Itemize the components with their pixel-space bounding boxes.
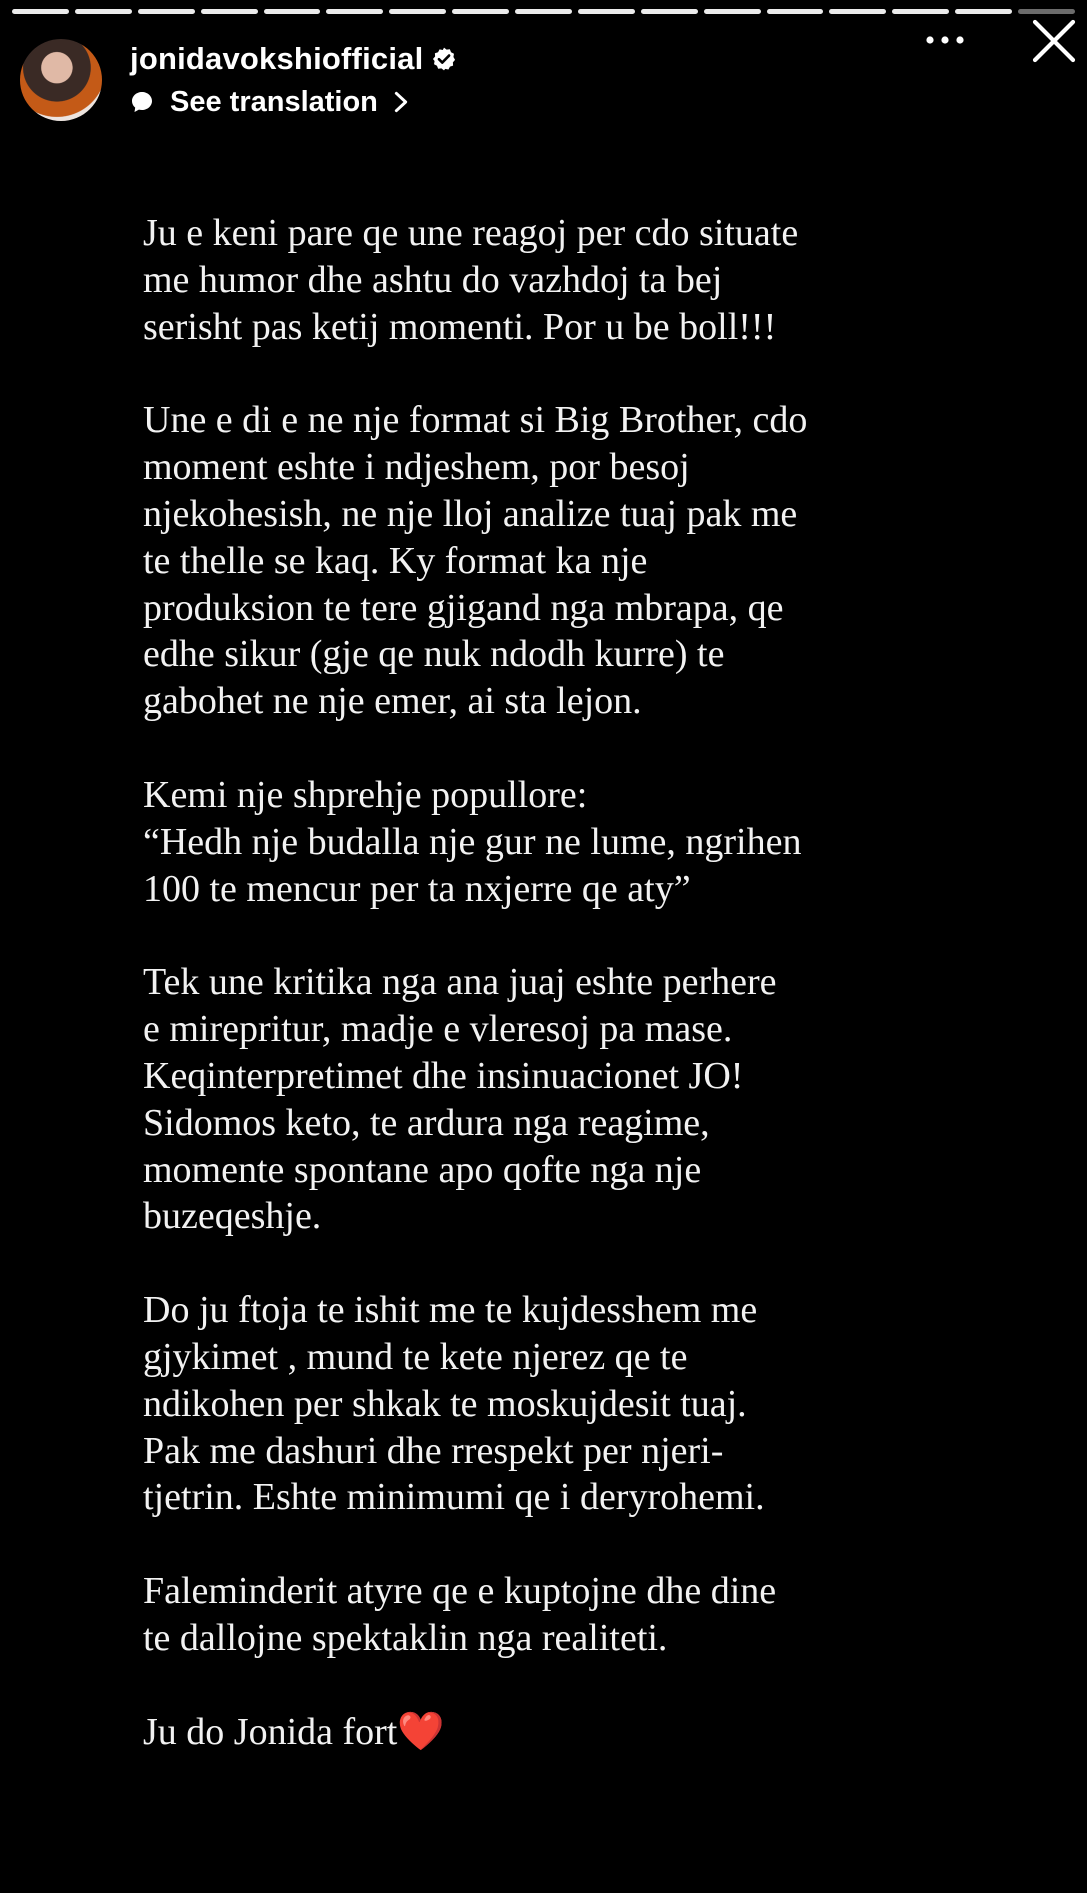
close-icon[interactable] <box>1029 16 1079 66</box>
avatar[interactable] <box>20 39 102 121</box>
see-translation-label[interactable]: See translation <box>170 85 378 118</box>
story-header <box>20 35 1067 125</box>
translation-bubble-icon <box>130 90 154 114</box>
progress-segment <box>138 9 195 14</box>
more-options-icon[interactable] <box>923 30 967 50</box>
progress-segment <box>1018 9 1075 14</box>
story-progress-bar <box>12 9 1075 15</box>
paragraph-4: Tek une kritika nga ana juaj eshte perhere e mirepritur, madje e vleresoj pa mase. Keqinterpretimet dhe insinuacionet JO! Sidomos keto, te ardura nga reagime, momente spontane apo qofte nga nje buzeqeshje. <box>143 961 777 1238</box>
progress-segment <box>12 9 69 14</box>
paragraph-5: Do ju ftoja te ishit me te kujdesshem me gjykimet , mund te kete njerez qe te ndikohen per shkak te moskujdesit tuaj. Pak me dashuri dhe rrespekt per njeri- tjetrin. Eshte minimumi qe i deryrohemi. <box>143 1289 765 1519</box>
paragraph-7: Ju do Jonida fort❤️ <box>143 1710 445 1753</box>
progress-segment <box>264 9 321 14</box>
see-translation-button[interactable] <box>130 82 457 122</box>
progress-segment <box>892 9 949 14</box>
progress-segment <box>326 9 383 14</box>
paragraph-3: Kemi nje shprehje popullore: “Hedh nje budalla nje gur ne lume, ngrihen 100 te mencur per ta nxjerre qe aty” <box>143 773 802 910</box>
story-text-content <box>143 210 943 1756</box>
progress-segment <box>641 9 698 14</box>
progress-segment <box>704 9 761 14</box>
progress-segment <box>578 9 635 14</box>
paragraph-2: Une e di e ne nje format si Big Brother, cdo moment eshte i ndjeshem, por besoj njekohesish, ne nje lloj analize tuaj pak me te thelle se kaq. Ky format ka nje produksion te tere gjigand nga mbrapa, qe edhe sikur (gje qe nuk ndodh kurre) te gabohet ne nje emer, ai sta lejon. <box>143 399 808 723</box>
paragraph-1: Ju e keni pare qe une reagoj per cdo situate me humor dhe ashtu do vazhdoj ta bej serisht pas ketij momenti. Por u be boll!!! <box>143 212 799 348</box>
progress-segment <box>955 9 1012 14</box>
username-row[interactable] <box>130 38 457 80</box>
progress-segment <box>515 9 572 14</box>
paragraph-6: Faleminderit atyre qe e kuptojne dhe dine te dallojne spektaklin nga realiteti. <box>143 1570 777 1659</box>
chevron-right-icon <box>392 90 410 114</box>
verified-badge-icon <box>431 46 457 72</box>
user-info <box>130 38 457 122</box>
progress-segment <box>201 9 258 14</box>
progress-segment <box>75 9 132 14</box>
username[interactable]: jonidavokshiofficial <box>130 41 424 76</box>
progress-segment <box>767 9 824 14</box>
progress-segment <box>452 9 509 14</box>
progress-segment <box>829 9 886 14</box>
progress-segment <box>389 9 446 14</box>
